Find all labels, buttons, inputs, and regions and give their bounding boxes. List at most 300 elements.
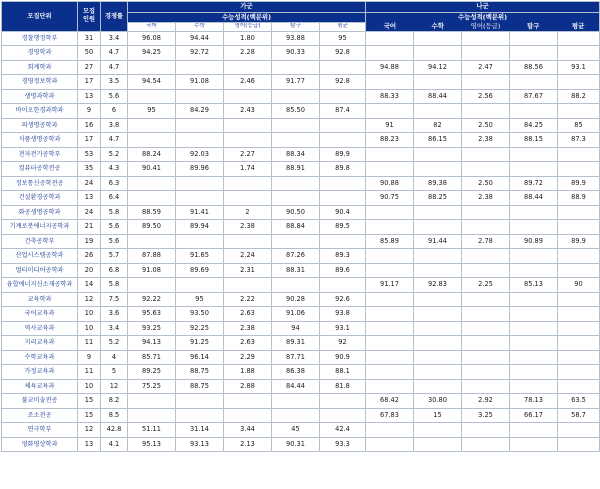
dept-cell: 경영학과 (2, 46, 78, 61)
quota-cell: 9 (78, 104, 101, 119)
competition-cell: 5.7 (101, 249, 128, 264)
ga-score-cell: 84.29 (176, 104, 224, 119)
competition-cell: 5 (101, 365, 128, 380)
header-dept: 모집단위 (2, 2, 78, 32)
competition-cell: 5.2 (101, 336, 128, 351)
na-score-cell (414, 31, 462, 46)
na-score-cell: 89.9 (558, 234, 600, 249)
ga-score-cell: 2 (224, 205, 272, 220)
na-score-cell (462, 350, 510, 365)
na-score-cell: 84.25 (510, 118, 558, 133)
na-score-cell (414, 205, 462, 220)
na-score-cell: 88.44 (510, 191, 558, 206)
ga-score-cell (272, 176, 320, 191)
na-score-cell (462, 104, 510, 119)
dept-cell: 체육교육과 (2, 379, 78, 394)
ga-score-cell: 94.25 (128, 46, 176, 61)
ga-score-cell (224, 234, 272, 249)
na-score-cell: 87.3 (558, 133, 600, 148)
ga-score-cell (320, 176, 366, 191)
ga-score-cell (320, 394, 366, 409)
ga-score-cell (176, 176, 224, 191)
competition-cell: 42.8 (101, 423, 128, 438)
ga-score-cell (320, 89, 366, 104)
ga-score-cell: 89.3 (320, 249, 366, 264)
ga-score-cell: 89.69 (176, 263, 224, 278)
competition-cell: 4.3 (101, 162, 128, 177)
ga-score-cell: 2.38 (224, 321, 272, 336)
dept-cell: 조소전공 (2, 408, 78, 423)
na-score-cell: 89.9 (558, 176, 600, 191)
na-score-cell (366, 379, 414, 394)
ga-score-cell: 2.38 (224, 220, 272, 235)
na-score-cell: 67.83 (366, 408, 414, 423)
dept-cell: 전자전기공학부 (2, 147, 78, 162)
ga-score-cell: 2.63 (224, 336, 272, 351)
table-row (2, 336, 600, 351)
na-score-cell: 66.17 (510, 408, 558, 423)
na-score-cell (462, 31, 510, 46)
table-row (2, 205, 600, 220)
na-score-cell (558, 75, 600, 90)
table-row (2, 31, 600, 46)
ga-score-cell: 93.25 (128, 321, 176, 336)
na-score-cell (558, 437, 600, 452)
table-row (2, 104, 600, 119)
table-row (2, 249, 600, 264)
quota-cell: 53 (78, 147, 101, 162)
na-score-cell: 88.15 (510, 133, 558, 148)
ga-score-cell: 89.6 (320, 263, 366, 278)
ga-score-cell (128, 89, 176, 104)
na-score-cell: 90.89 (510, 234, 558, 249)
ga-score-cell: 92.8 (320, 46, 366, 61)
table-row (2, 321, 600, 336)
competition-cell: 5.8 (101, 205, 128, 220)
na-score-cell (414, 321, 462, 336)
na-score-cell: 87.67 (510, 89, 558, 104)
ga-score-cell (224, 118, 272, 133)
header-quota: 모집 인원 (78, 2, 101, 32)
ga-score-cell: 1.74 (224, 162, 272, 177)
ga-score-cell: 88.34 (272, 147, 320, 162)
na-score-cell (462, 46, 510, 61)
na-score-cell: 68.42 (366, 394, 414, 409)
ga-score-cell (128, 408, 176, 423)
ga-score-cell: 89.31 (272, 336, 320, 351)
na-score-cell: 82 (414, 118, 462, 133)
ga-score-cell: 94.44 (176, 31, 224, 46)
ga-score-cell: 87.88 (128, 249, 176, 264)
dept-cell: 건축공학부 (2, 234, 78, 249)
header-ga-score-title: 수능성적(백분위) (128, 12, 366, 23)
na-score-cell (366, 336, 414, 351)
na-score-cell (558, 263, 600, 278)
competition-cell: 7.5 (101, 292, 128, 307)
ga-score-cell: 90.31 (272, 437, 320, 452)
na-score-cell (510, 336, 558, 351)
quota-cell: 17 (78, 133, 101, 148)
dept-cell: 산업시스템공학과 (2, 249, 78, 264)
admission-results-table (1, 1, 599, 487)
quota-cell: 24 (78, 205, 101, 220)
ga-score-cell (176, 89, 224, 104)
na-score-cell (462, 263, 510, 278)
na-score-cell (366, 423, 414, 438)
ga-score-cell (320, 118, 366, 133)
na-score-cell: 2.78 (462, 234, 510, 249)
competition-cell: 3.4 (101, 31, 128, 46)
na-score-cell: 15 (414, 408, 462, 423)
ga-score-cell: 2.43 (224, 104, 272, 119)
ga-score-cell: 2.24 (224, 249, 272, 264)
quota-cell: 50 (78, 46, 101, 61)
na-score-cell (510, 307, 558, 322)
table-row (2, 176, 600, 191)
ga-score-cell: 92.8 (320, 75, 366, 90)
ga-score-cell: 3.44 (224, 423, 272, 438)
quota-cell: 31 (78, 31, 101, 46)
dept-cell: 지리교육과 (2, 336, 78, 351)
ga-score-cell (224, 89, 272, 104)
ga-score-cell: 1.80 (224, 31, 272, 46)
ga-score-cell: 88.84 (272, 220, 320, 235)
ga-score-cell (320, 60, 366, 75)
ga-score-cell: 85.71 (128, 350, 176, 365)
table-row (2, 292, 600, 307)
competition-cell: 5.2 (101, 147, 128, 162)
table-row (2, 60, 600, 75)
dept-cell: 불교미술전공 (2, 394, 78, 409)
na-score-cell (414, 46, 462, 61)
na-score-cell (462, 379, 510, 394)
dept-cell: 영화영상학과 (2, 437, 78, 452)
competition-cell: 6.4 (101, 191, 128, 206)
ga-score-cell: 91.08 (128, 263, 176, 278)
na-score-cell: 90.75 (366, 191, 414, 206)
quota-cell: 11 (78, 365, 101, 380)
ga-score-cell: 89.50 (128, 220, 176, 235)
ga-score-cell: 95 (176, 292, 224, 307)
na-score-cell (558, 423, 600, 438)
table-row (2, 191, 600, 206)
na-score-cell: 58.7 (558, 408, 600, 423)
table-row (2, 408, 600, 423)
ga-score-cell: 90.9 (320, 350, 366, 365)
na-score-cell (510, 292, 558, 307)
ga-score-cell: 2.63 (224, 307, 272, 322)
dept-cell: 생명과학과 (2, 89, 78, 104)
quota-cell: 12 (78, 423, 101, 438)
na-score-cell: 88.23 (366, 133, 414, 148)
na-score-cell: 89.72 (510, 176, 558, 191)
na-score-cell (510, 365, 558, 380)
competition-cell: 6.3 (101, 176, 128, 191)
quota-cell: 10 (78, 321, 101, 336)
na-sub-math: 수학 (431, 21, 444, 30)
ga-score-cell: 92.22 (128, 292, 176, 307)
ga-score-cell: 90.41 (128, 162, 176, 177)
ga-score-cell: 95 (128, 104, 176, 119)
ga-score-cell: 2.88 (224, 379, 272, 394)
dept-cell: 화공생명공학과 (2, 205, 78, 220)
ga-score-cell: 88.24 (128, 147, 176, 162)
table-row (2, 307, 600, 322)
ga-score-cell: 93.8 (320, 307, 366, 322)
table-row (2, 365, 600, 380)
header-na-subheads (366, 22, 599, 31)
ga-score-cell (272, 408, 320, 423)
na-score-cell (558, 205, 600, 220)
competition-cell: 6.8 (101, 263, 128, 278)
na-score-cell: 30.80 (414, 394, 462, 409)
na-score-cell (510, 263, 558, 278)
na-score-cell (414, 350, 462, 365)
ga-score-cell (224, 191, 272, 206)
dept-cell: 정보통신공학전공 (2, 176, 78, 191)
na-score-cell (558, 350, 600, 365)
na-score-cell (414, 75, 462, 90)
ga-score-cell: 93.3 (320, 437, 366, 452)
na-score-cell (366, 249, 414, 264)
ga-score-cell: 95.13 (128, 437, 176, 452)
table-row (2, 75, 600, 90)
table-row (2, 394, 600, 409)
na-score-cell: 63.5 (558, 394, 600, 409)
ga-score-cell: 92.03 (176, 147, 224, 162)
na-score-cell (414, 147, 462, 162)
ga-sub-english: 영어(등급) (224, 23, 272, 31)
quota-cell: 27 (78, 60, 101, 75)
na-score-cell (558, 31, 600, 46)
na-score-cell: 2.56 (462, 89, 510, 104)
ga-score-cell: 75.25 (128, 379, 176, 394)
ga-score-cell: 87.4 (320, 104, 366, 119)
na-score-cell (558, 307, 600, 322)
competition-cell: 5.8 (101, 278, 128, 293)
table-row (2, 278, 600, 293)
table-row (2, 350, 600, 365)
ga-sub-average: 평균 (320, 23, 366, 31)
ga-score-cell: 89.94 (176, 220, 224, 235)
ga-score-cell: 93.88 (272, 31, 320, 46)
quota-cell: 12 (78, 292, 101, 307)
na-score-cell (510, 379, 558, 394)
ga-score-cell: 94.54 (128, 75, 176, 90)
na-score-cell (510, 220, 558, 235)
na-score-cell (366, 147, 414, 162)
competition-cell: 12 (101, 379, 128, 394)
competition-cell: 3.8 (101, 118, 128, 133)
dept-cell: 멀티미디어공학과 (2, 263, 78, 278)
ga-score-cell: 93.13 (176, 437, 224, 452)
na-score-cell (366, 321, 414, 336)
dept-cell: 바이오한경과학과 (2, 104, 78, 119)
table-row (2, 118, 600, 133)
quota-cell: 19 (78, 234, 101, 249)
competition-cell: 5.6 (101, 220, 128, 235)
ga-score-cell (176, 133, 224, 148)
ga-score-cell: 87.26 (272, 249, 320, 264)
ga-score-cell: 93.50 (176, 307, 224, 322)
ga-score-cell: 91.65 (176, 249, 224, 264)
na-score-cell: 3.25 (462, 408, 510, 423)
na-score-cell: 85.13 (510, 278, 558, 293)
na-score-cell (366, 365, 414, 380)
ga-score-cell (176, 408, 224, 423)
table-row (2, 437, 600, 452)
ga-score-cell: 2.31 (224, 263, 272, 278)
table-row (2, 89, 600, 104)
ga-score-cell (128, 278, 176, 293)
na-score-cell (558, 46, 600, 61)
competition-cell: 8.2 (101, 394, 128, 409)
na-score-cell (510, 321, 558, 336)
ga-score-cell: 2.13 (224, 437, 272, 452)
na-score-cell: 91.44 (414, 234, 462, 249)
table-row (2, 379, 600, 394)
ga-score-cell (272, 60, 320, 75)
quota-cell: 26 (78, 249, 101, 264)
ga-score-cell: 87.71 (272, 350, 320, 365)
ga-score-cell: 88.91 (272, 162, 320, 177)
na-score-cell (366, 162, 414, 177)
ga-score-cell: 95 (320, 31, 366, 46)
na-score-cell (414, 437, 462, 452)
ga-score-cell: 92.6 (320, 292, 366, 307)
na-score-cell (510, 75, 558, 90)
competition-cell: 3.5 (101, 75, 128, 90)
ga-score-cell: 45 (272, 423, 320, 438)
na-score-cell: 90 (558, 278, 600, 293)
quota-cell: 11 (78, 336, 101, 351)
quota-cell: 15 (78, 408, 101, 423)
na-score-cell: 91 (366, 118, 414, 133)
na-score-cell (558, 104, 600, 119)
table-header (2, 2, 600, 32)
dept-cell: 가정교육과 (2, 365, 78, 380)
table-row (2, 220, 600, 235)
ga-score-cell: 89.96 (176, 162, 224, 177)
dept-cell: 식품생명공학과 (2, 133, 78, 148)
ga-score-cell: 86.38 (272, 365, 320, 380)
ga-score-cell: 88.75 (176, 365, 224, 380)
ga-score-cell: 92 (320, 336, 366, 351)
na-score-cell (558, 162, 600, 177)
ga-score-cell: 2.27 (224, 147, 272, 162)
quota-cell: 13 (78, 89, 101, 104)
ga-score-cell: 88.75 (176, 379, 224, 394)
na-score-cell (462, 249, 510, 264)
table-body (2, 31, 600, 452)
header-na-score-label: 수능성적(백분위) (457, 12, 508, 21)
quota-cell: 17 (78, 75, 101, 90)
dept-cell: 연극학부 (2, 423, 78, 438)
na-score-cell: 89.38 (414, 176, 462, 191)
na-score-cell: 85.89 (366, 234, 414, 249)
na-score-cell: 88.33 (366, 89, 414, 104)
na-score-cell: 93.1 (558, 60, 600, 75)
na-score-cell: 94.12 (414, 60, 462, 75)
ga-score-cell: 2.22 (224, 292, 272, 307)
dept-cell: 의생명공학과 (2, 118, 78, 133)
ga-score-cell (224, 278, 272, 293)
na-sub-english: 영어(등급) (470, 21, 501, 30)
ga-score-cell (320, 278, 366, 293)
na-score-cell (510, 31, 558, 46)
quota-cell: 14 (78, 278, 101, 293)
na-score-cell (366, 104, 414, 119)
ga-score-cell: 88.31 (272, 263, 320, 278)
dept-cell: 회계학과 (2, 60, 78, 75)
quota-cell: 15 (78, 394, 101, 409)
na-score-cell (558, 220, 600, 235)
na-score-cell (414, 365, 462, 380)
na-score-cell (366, 307, 414, 322)
ga-score-cell (272, 234, 320, 249)
table-row (2, 46, 600, 61)
quota-cell: 9 (78, 350, 101, 365)
ga-score-cell: 89.9 (320, 147, 366, 162)
na-score-cell (510, 46, 558, 61)
ga-score-cell: 91.77 (272, 75, 320, 90)
ga-score-cell (176, 394, 224, 409)
ga-score-cell: 96.14 (176, 350, 224, 365)
ga-score-cell (128, 118, 176, 133)
quota-cell: 20 (78, 263, 101, 278)
competition-cell: 4.7 (101, 46, 128, 61)
dept-cell: 컴퓨터공학전공 (2, 162, 78, 177)
ga-score-cell: 92.72 (176, 46, 224, 61)
na-score-cell (414, 249, 462, 264)
competition-cell: 4 (101, 350, 128, 365)
na-score-cell (462, 75, 510, 90)
dept-cell: 기계로봇에너지공학과 (2, 220, 78, 235)
na-score-cell: 94.88 (366, 60, 414, 75)
na-score-cell (414, 423, 462, 438)
dept-cell: 수학교육과 (2, 350, 78, 365)
competition-cell: 5.6 (101, 89, 128, 104)
na-score-cell: 2.38 (462, 133, 510, 148)
ga-score-cell (272, 133, 320, 148)
ga-score-cell: 88.59 (128, 205, 176, 220)
ga-score-cell: 85.50 (272, 104, 320, 119)
quota-cell: 24 (78, 176, 101, 191)
na-score-cell (510, 205, 558, 220)
na-score-cell (558, 336, 600, 351)
ga-score-cell: 90.33 (272, 46, 320, 61)
competition-cell: 3.6 (101, 307, 128, 322)
ga-score-cell: 31.14 (176, 423, 224, 438)
na-score-cell (510, 437, 558, 452)
ga-score-cell: 2.29 (224, 350, 272, 365)
na-sub-inquiry: 탐구 (527, 21, 540, 30)
na-sub-average: 평균 (571, 21, 585, 30)
ga-score-cell: 94 (272, 321, 320, 336)
quota-cell: 21 (78, 220, 101, 235)
ga-score-cell (224, 60, 272, 75)
na-score-cell (366, 31, 414, 46)
ga-score-cell: 92.25 (176, 321, 224, 336)
ga-sub-inquiry: 탐구 (272, 23, 320, 31)
na-score-cell (366, 263, 414, 278)
ga-score-cell: 90.4 (320, 205, 366, 220)
quota-cell: 10 (78, 379, 101, 394)
na-score-cell: 2.25 (462, 278, 510, 293)
na-score-cell (558, 379, 600, 394)
na-score-cell (462, 220, 510, 235)
na-score-cell (414, 263, 462, 278)
